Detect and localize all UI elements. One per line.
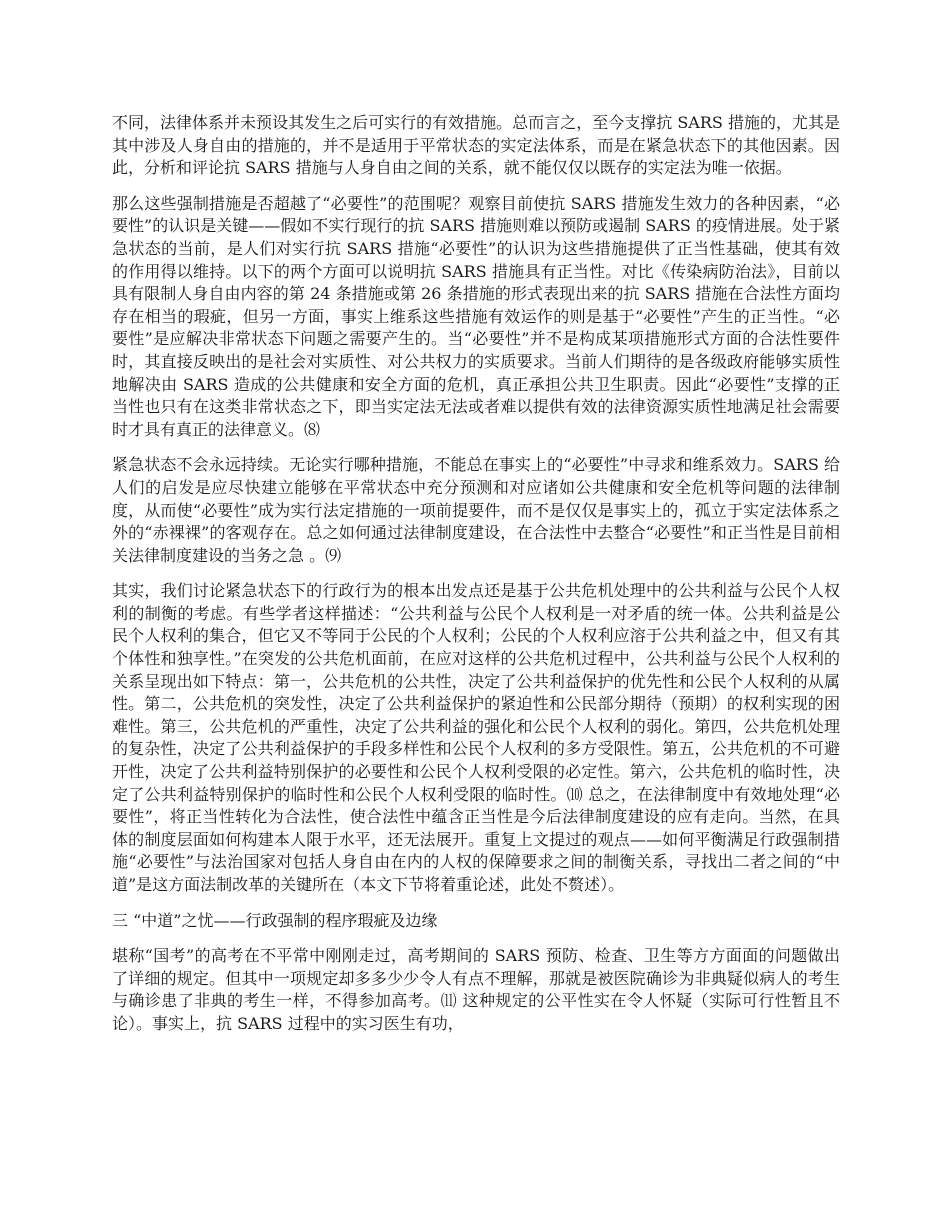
- document-page: [112, 112, 840, 1049]
- paragraph-5: 堪称“国考”的高考在不平常中刚刚走过，高考期间的 SARS 预防、检查、卫生等方方面面的问题做出了详细的规定。但其中一项规定却多多少少令人有点不理解，那就是被医院确诊为非典疑似病人的考生与确诊患了非典的考生一样，不得参加高考。⑾ 这种规定的公平性实在令人怀疑（实际可行性暂且不论）。事实上，抗 SARS 过程中的实习医生有功，: [112, 946, 840, 1033]
- paragraph-1: 不同，法律体系并未预设其发生之后可实行的有效措施。总而言之，至今支撑抗 SARS 措施的，尤其是其中涉及人身自由的措施的，并不是适用于平常状态的实定法体系，而是在紧急状态下的其他因素。因此，分析和评论抗 SARS 措施与人身自由之间的关系，就不能仅仅以既存的实定法为唯一依据。: [112, 113, 840, 178]
- section-heading: 三 “中道”之忧——行政强制的程序瑕疵及边缘: [112, 910, 438, 930]
- paragraph-2: 那么这些强制措施是否超越了“必要性”的范围呢？观察目前使抗 SARS 措施发生效力的各种因素，“必要性”的认识是关键——假如不实行现行的抗 SARS 措施则难以预防或遏制 SARS 的疫情进展。处于紧急状态的当前，是人们对实行抗 SARS 措施“必要性”的认识为这些措施提供了正当性基础，使其有效的作用得以维持。以下的两个方面可以说明抗 SARS 措施具有正当性。对比《传染病防治法》，目前以具有限制人身自由内容的第 24 条措施或第 26 条措施的形式表现出来的抗 SARS 措施在合法性方面均存在相当的瑕疵，但另一方面，事实上维系这些措施有效运作的则是基于“必要性”产生的正当性。“必要性”是应解决非常状态下问题之需要产生的。当“必要性”并不是构成某项措施形式方面的合法性要件时，其直接反映出的是社会对实质性、对公共权力的实质要求。当前人们期待的是各级政府能够实质性地解决由 SARS 造成的公共健康和安全方面的危机，真正承担公共卫生职责。因此“必要性”支撑的正当性也只有在这类非常状态之下，即当实定法无法或者难以提供有效的法律资源实质性地满足社会需要时才具有真正的法律意义。⑻: [112, 193, 840, 439]
- paragraph-4: 其实，我们讨论紧急状态下的行政行为的根本出发点还是基于公共危机处理中的公共利益与公民个人权利的制衡的考虑。有些学者这样描述：“公共利益与公民个人权利是一对矛盾的统一体。公共利益是公民个人权利的集合，但它又不等同于公民的个人权利；公民的个人权利应溶于公共利益之中，但又有其个体性和独享性。”在突发的公共危机面前，在应对这样的公共危机过程中，公共利益与公民个人权利的关系呈现出如下特点：第一，公共危机的公共性，决定了公共利益保护的优先性和公民个人权利的从属性。第二，公共危机的突发性，决定了公共利益保护的紧迫性和公民部分期待（预期）的权利实现的困难性。第三，公共危机的严重性，决定了公共利益的强化和公民个人权利的弱化。第四，公共危机处理的复杂性，决定了公共利益保护的手段多样性和公民个人权利的多方受限性。第五，公共危机的不可避开性，决定了公共利益特别保护的必要性和公民个人权利受限的必定性。第六，公共危机的临时性，决定了公共利益特别保护的临时性和公民个人权利受限的临时性。⑽ 总之，在法律制度中有效地处理“必要性”，将正当性转化为合法性，使合法性中蕴含正当性是今后法律制度建设的应有走向。当然，在具体的制度层面如何构建本人限于水平，还无法展开。重复上文提过的观点——如何平衡满足行政强制措施“必要性”与法治国家对包括人身自由在内的人权的保障要求之间的制衡关系，寻找出二者之间的“中道”是这方面法制改革的关键所在（本文下节将着重论述，此处不赘述）。: [112, 581, 840, 894]
- paragraph-3: 紧急状态不会永远持续。无论实行哪种措施，不能总在事实上的“必要性”中寻求和维系效力。SARS 给人们的启发是应尽快建立能够在平常状态中充分预测和对应诸如公共健康和安全危机等问题的法律制度，从而使“必要性”成为实行法定措施的一项前提要件，而不是仅仅是事实上的，孤立于实定法体系之外的“赤裸裸”的客观存在。总之如何通过法律制度建设，在合法性中去整合“必要性”和正当性是目前相关法律制度建设的当务之急 。⑼: [112, 455, 840, 565]
